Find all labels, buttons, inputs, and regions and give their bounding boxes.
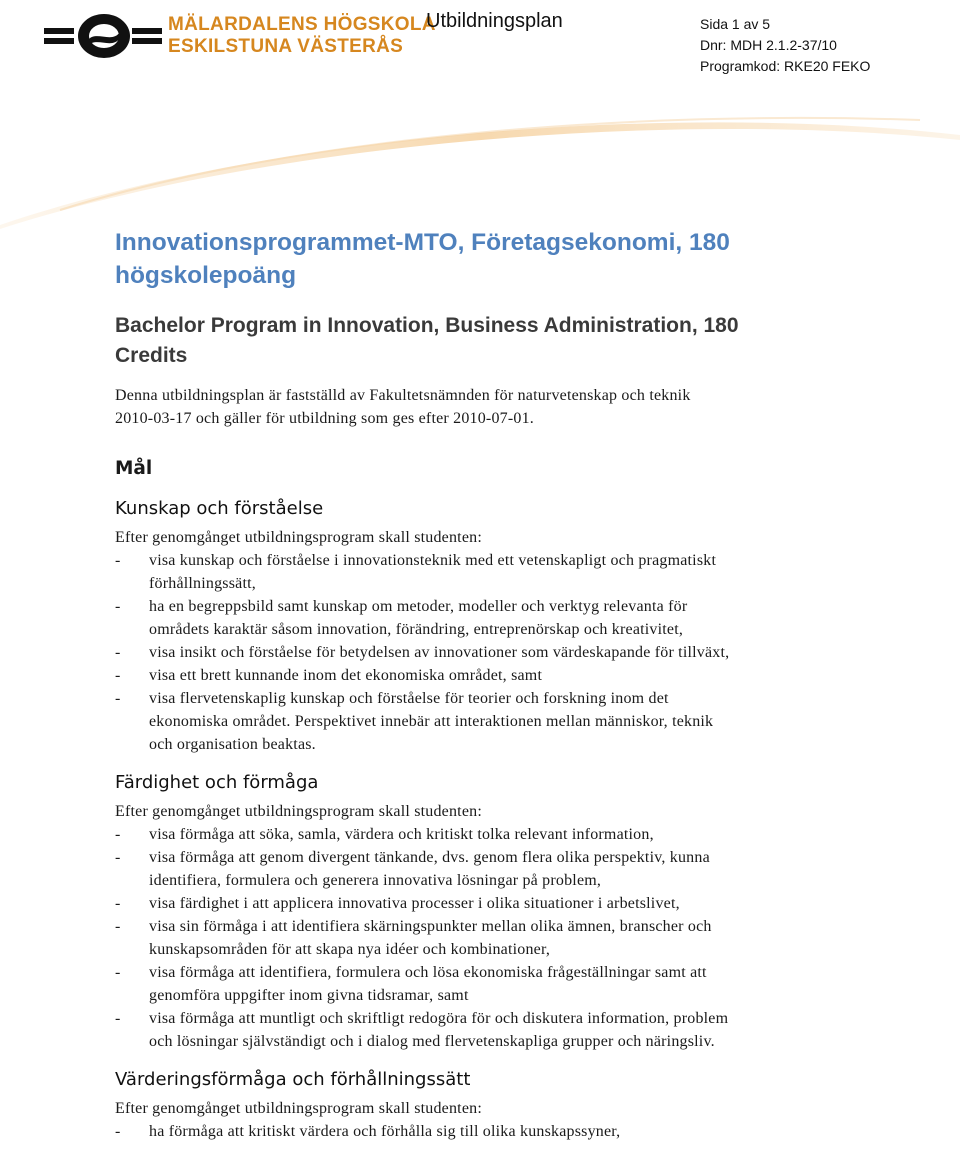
goal-list-item (115, 846, 855, 892)
header-swoosh (0, 60, 960, 230)
goal-list-item-line: visa förmåga att muntligt och skriftligt redogöra för och diskutera information, problem (149, 1010, 729, 1027)
adoption-statement-line2: 2010-03-17 och gäller för utbildning som ges efter 2010-07-01. (115, 410, 534, 427)
goal-list-item-line: visa färdighet i att applicera innovativa processer i olika situationer i arbetslivet, (149, 895, 680, 912)
list-dash-icon: - (115, 690, 121, 707)
university-logo (40, 8, 436, 58)
goal-list-item (115, 1120, 855, 1143)
goal-list-item (115, 664, 855, 687)
goal-section (115, 496, 855, 756)
goal-list-item-line: ha förmåga att kritiskt värdera och förhålla sig till olika kunskapssyner, (149, 1123, 621, 1140)
program-title-en-line2: Credits (115, 344, 188, 367)
goal-section-lead: Efter genomgånget utbildningsprogram skall studenten: (115, 803, 482, 820)
goal-list-item-line: visa förmåga att genom divergent tänkande, dvs. genom flera olika perspektiv, kunna (149, 849, 710, 866)
goal-list-item-line: ekonomiska området. Perspektivet innebär att interaktionen mellan människor, teknik (149, 713, 714, 730)
page-header (0, 0, 960, 230)
goal-list-item (115, 641, 855, 664)
list-dash-icon: - (115, 895, 121, 912)
goal-list-item-line: områdets karaktär såsom innovation, förändring, entreprenörskap och kreativitet, (149, 621, 684, 638)
list-dash-icon: - (115, 667, 121, 684)
goal-list-item-line: visa insikt och förståelse för betydelsen av innovationer som värdeskapande för tillväxt, (149, 644, 730, 661)
list-dash-icon: - (115, 552, 121, 569)
goal-list-item-line: identifiera, formulera och generera innovativa lösningar på problem, (149, 872, 602, 889)
goal-list-item (115, 915, 855, 961)
list-dash-icon: - (115, 1010, 121, 1027)
logo-wordmark-line1: MÄLARDALENS HÖGSKOLA (168, 14, 436, 35)
goal-section-title: Kunskap och förståelse (115, 498, 324, 519)
list-dash-icon: - (115, 1123, 121, 1140)
goal-list-item-line: visa förmåga att söka, samla, värdera och kritiskt tolka relevant information, (149, 826, 654, 843)
list-dash-icon: - (115, 964, 121, 981)
list-dash-icon: - (115, 918, 121, 935)
document-body (115, 226, 855, 1143)
goal-list-item (115, 1007, 855, 1053)
goal-list-item-line: visa sin förmåga i att identifiera skärningspunkter mellan olika ämnen, branscher och (149, 918, 712, 935)
adoption-statement (115, 384, 855, 430)
goal-list-item-line: visa förmåga att identifiera, formulera och lösa ekonomiska frågeställningar samt att (149, 964, 707, 981)
goal-list-item (115, 687, 855, 756)
document-type-title: Utbildningsplan (426, 10, 563, 32)
goal-list-item-line: visa kunskap och förståelse i innovationsteknik med ett vetenskapligt och pragmatiskt (149, 552, 717, 569)
goal-list (115, 549, 855, 756)
list-dash-icon: - (115, 598, 121, 615)
goal-list-item-line: och organisation beaktas. (149, 736, 316, 753)
goal-list-item-line: och lösningar självständigt och i dialog med flervetenskapliga grupper och näringsliv. (149, 1033, 715, 1050)
goal-list-item-line: visa flervetenskaplig kunskap och förståelse för teorier och forskning inom det (149, 690, 669, 707)
logo-wordmark-line2: ESKILSTUNA VÄSTERÅS (168, 36, 404, 57)
goal-list-item-line: visa ett brett kunnande inom det ekonomiska området, samt (149, 667, 543, 684)
program-code: Programkod: RKE20 FEKO (700, 58, 871, 74)
program-title-sv-line1: Innovationsprogrammet-MTO, Företagsekonomi, 180 (115, 229, 730, 256)
goal-list-item-line: genomföra uppgifter inom givna tidsramar, samt (149, 987, 469, 1004)
program-title-en (115, 311, 855, 371)
logo-emblem-icon (44, 10, 164, 62)
adoption-statement-line1: Denna utbildningsplan är fastställd av Fakultetsnämnden för naturvetenskap och teknik (115, 387, 691, 404)
goal-list-item-line: kunskapsområden för att skapa nya idéer och kombinationer, (149, 941, 551, 958)
list-dash-icon: - (115, 826, 121, 843)
goal-section-lead: Efter genomgånget utbildningsprogram skall studenten: (115, 1100, 482, 1117)
list-dash-icon: - (115, 644, 121, 661)
goal-list-item (115, 823, 855, 846)
goal-list-item (115, 549, 855, 595)
document-meta (700, 14, 870, 77)
goal-section-title: Värderingsförmåga och förhållningssätt (115, 1069, 471, 1090)
goal-list (115, 1120, 855, 1143)
program-title-sv (115, 226, 855, 292)
goal-section (115, 770, 855, 1053)
goals-sections (115, 496, 855, 1143)
program-title-sv-line2: högskolepoäng (115, 262, 297, 289)
goal-list-item (115, 595, 855, 641)
registration-number: Dnr: MDH 2.1.2-37/10 (700, 37, 837, 53)
goal-section (115, 1067, 855, 1143)
goal-list-item-line: förhållningssätt, (149, 575, 256, 592)
program-title-en-line1: Bachelor Program in Innovation, Business Administration, 180 (115, 314, 739, 337)
goal-section-lead: Efter genomgånget utbildningsprogram skall studenten: (115, 529, 482, 546)
goal-list-item (115, 961, 855, 1007)
goals-heading: Mål (115, 458, 153, 479)
goal-list-item-line: ha en begreppsbild samt kunskap om metoder, modeller och verktyg relevanta för (149, 598, 688, 615)
goal-list (115, 823, 855, 1053)
page-number: Sida 1 av 5 (700, 16, 771, 32)
goal-list-item (115, 892, 855, 915)
goal-section-title: Färdighet och förmåga (115, 772, 319, 793)
list-dash-icon: - (115, 849, 121, 866)
